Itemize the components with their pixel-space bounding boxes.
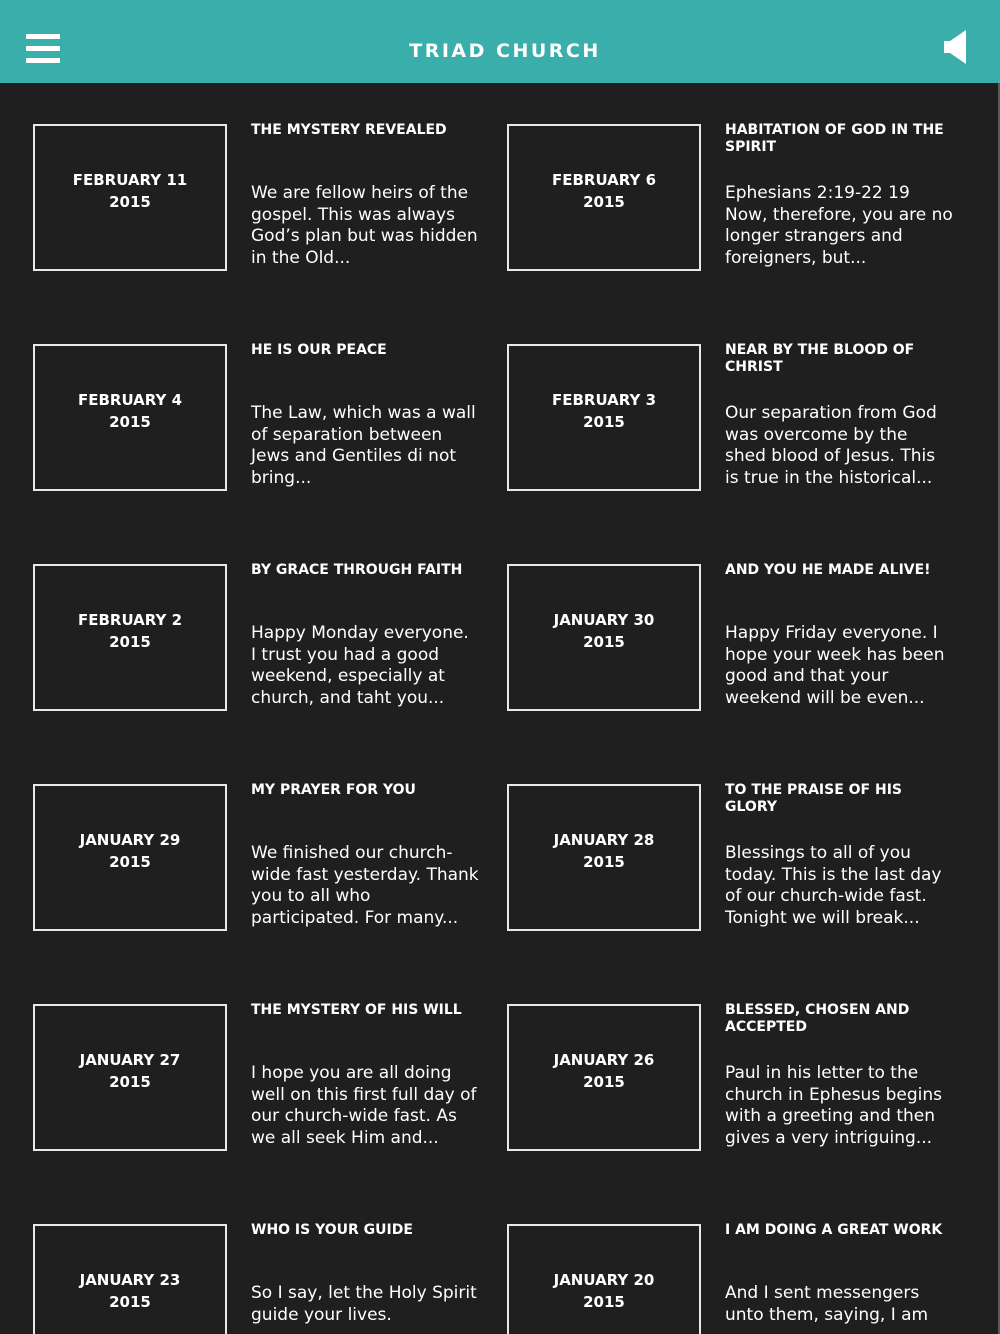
- date-month-day: FEBRUARY 3: [551, 391, 657, 409]
- list-item[interactable]: [507, 564, 981, 784]
- date-month-day: JANUARY 27: [79, 1051, 181, 1069]
- date-box: [33, 564, 227, 711]
- post-excerpt: We finished our church-wide fast yesterday. Thank you to all who participated. For many...: [251, 843, 479, 928]
- post-excerpt: And I sent messengers unto them, saying, I am: [725, 1283, 929, 1325]
- date-year: 2015: [583, 1073, 625, 1091]
- list-item[interactable]: [507, 344, 981, 564]
- list-item[interactable]: [33, 784, 507, 1004]
- date-month-day: JANUARY 20: [553, 1271, 655, 1289]
- date-year: 2015: [109, 853, 151, 871]
- app-title: TRIAD CHURCH: [409, 40, 601, 62]
- date-year: 2015: [583, 633, 625, 651]
- post-title: AND YOU HE MADE ALIVE!: [725, 562, 931, 578]
- date-month-day: FEBRUARY 6: [551, 171, 657, 189]
- post-title: THE MYSTERY OF HIS WILL: [251, 1002, 462, 1018]
- list-item[interactable]: [33, 564, 507, 784]
- date-year: 2015: [109, 413, 151, 431]
- date-year: 2015: [583, 1293, 625, 1311]
- date-month-day: FEBRUARY 2: [77, 611, 183, 629]
- date-year: 2015: [109, 1073, 151, 1091]
- date-box: [33, 344, 227, 491]
- post-title: BLESSED, CHOSEN AND ACCEPTED: [725, 1002, 910, 1035]
- post-excerpt: The Law, which was a wall of separation between Jews and Gentiles di not bring...: [251, 403, 476, 488]
- list-item[interactable]: [507, 784, 981, 1004]
- post-title: WHO IS YOUR GUIDE: [251, 1222, 413, 1238]
- post-title: BY GRACE THROUGH FAITH: [251, 562, 463, 578]
- date-year: 2015: [109, 1293, 151, 1311]
- post-title: HABITATION OF GOD IN THE SPIRIT: [725, 122, 944, 155]
- date-year: 2015: [109, 193, 151, 211]
- date-month-day: JANUARY 29: [79, 831, 181, 849]
- app-header: [0, 0, 1000, 83]
- post-title: THE MYSTERY REVEALED: [251, 122, 447, 138]
- post-excerpt: Blessings to all of you today. This is the last day of our church-wide fast. Tonight we will break...: [725, 843, 942, 928]
- post-excerpt: Our separation from God was overcome by the shed blood of Jesus. This is true in the historical...: [725, 403, 937, 488]
- post-excerpt: We are fellow heirs of the gospel. This was always God’s plan but was hidden in the Old...: [251, 183, 478, 268]
- date-year: 2015: [583, 193, 625, 211]
- post-excerpt: Ephesians 2:19-22 19 Now, therefore, you are no longer strangers and foreigners, but...: [725, 183, 953, 268]
- date-box: [507, 344, 701, 491]
- date-month-day: JANUARY 28: [553, 831, 655, 849]
- post-excerpt: Happy Monday everyone. I trust you had a good weekend, especially at church, and taht you...: [251, 623, 469, 708]
- post-title: NEAR BY THE BLOOD OF CHRIST: [725, 342, 915, 375]
- devotional-list: [0, 83, 998, 1334]
- post-excerpt: Happy Friday everyone. I hope your week has been good and that your weekend will be even...: [725, 623, 945, 708]
- date-box: [33, 1004, 227, 1151]
- date-box: [507, 784, 701, 931]
- list-item[interactable]: [33, 1004, 507, 1224]
- date-month-day: JANUARY 30: [553, 611, 655, 629]
- post-excerpt: I hope you are all doing well on this first full day of our church-wide fast. As we all seek Him and...: [251, 1063, 477, 1148]
- post-title: TO THE PRAISE OF HIS GLORY: [725, 782, 902, 815]
- date-month-day: FEBRUARY 11: [72, 171, 188, 189]
- date-year: 2015: [583, 413, 625, 431]
- list-item[interactable]: [33, 344, 507, 564]
- post-title: I AM DOING A GREAT WORK: [725, 1222, 943, 1238]
- date-box: [507, 1004, 701, 1151]
- post-excerpt: Paul in his letter to the church in Ephesus begins with a greeting and then gives a very intriguing...: [725, 1063, 942, 1148]
- date-month-day: FEBRUARY 4: [77, 391, 183, 409]
- speaker-icon[interactable]: [944, 30, 968, 64]
- date-month-day: JANUARY 26: [553, 1051, 655, 1069]
- post-title: MY PRAYER FOR YOU: [251, 782, 416, 798]
- date-box: [507, 1224, 701, 1334]
- date-box: [33, 784, 227, 931]
- post-title: HE IS OUR PEACE: [251, 342, 387, 358]
- date-year: 2015: [583, 853, 625, 871]
- date-box: [33, 1224, 227, 1334]
- date-box: [507, 564, 701, 711]
- post-excerpt: So I say, let the Holy Spirit guide your lives.: [251, 1283, 477, 1325]
- date-month-day: JANUARY 23: [79, 1271, 181, 1289]
- list-item[interactable]: [507, 1224, 981, 1334]
- date-box: [33, 124, 227, 271]
- list-item[interactable]: [507, 124, 981, 344]
- date-box: [507, 124, 701, 271]
- date-year: 2015: [109, 633, 151, 651]
- list-item[interactable]: [33, 1224, 507, 1334]
- list-item[interactable]: [33, 124, 507, 344]
- list-item[interactable]: [507, 1004, 981, 1224]
